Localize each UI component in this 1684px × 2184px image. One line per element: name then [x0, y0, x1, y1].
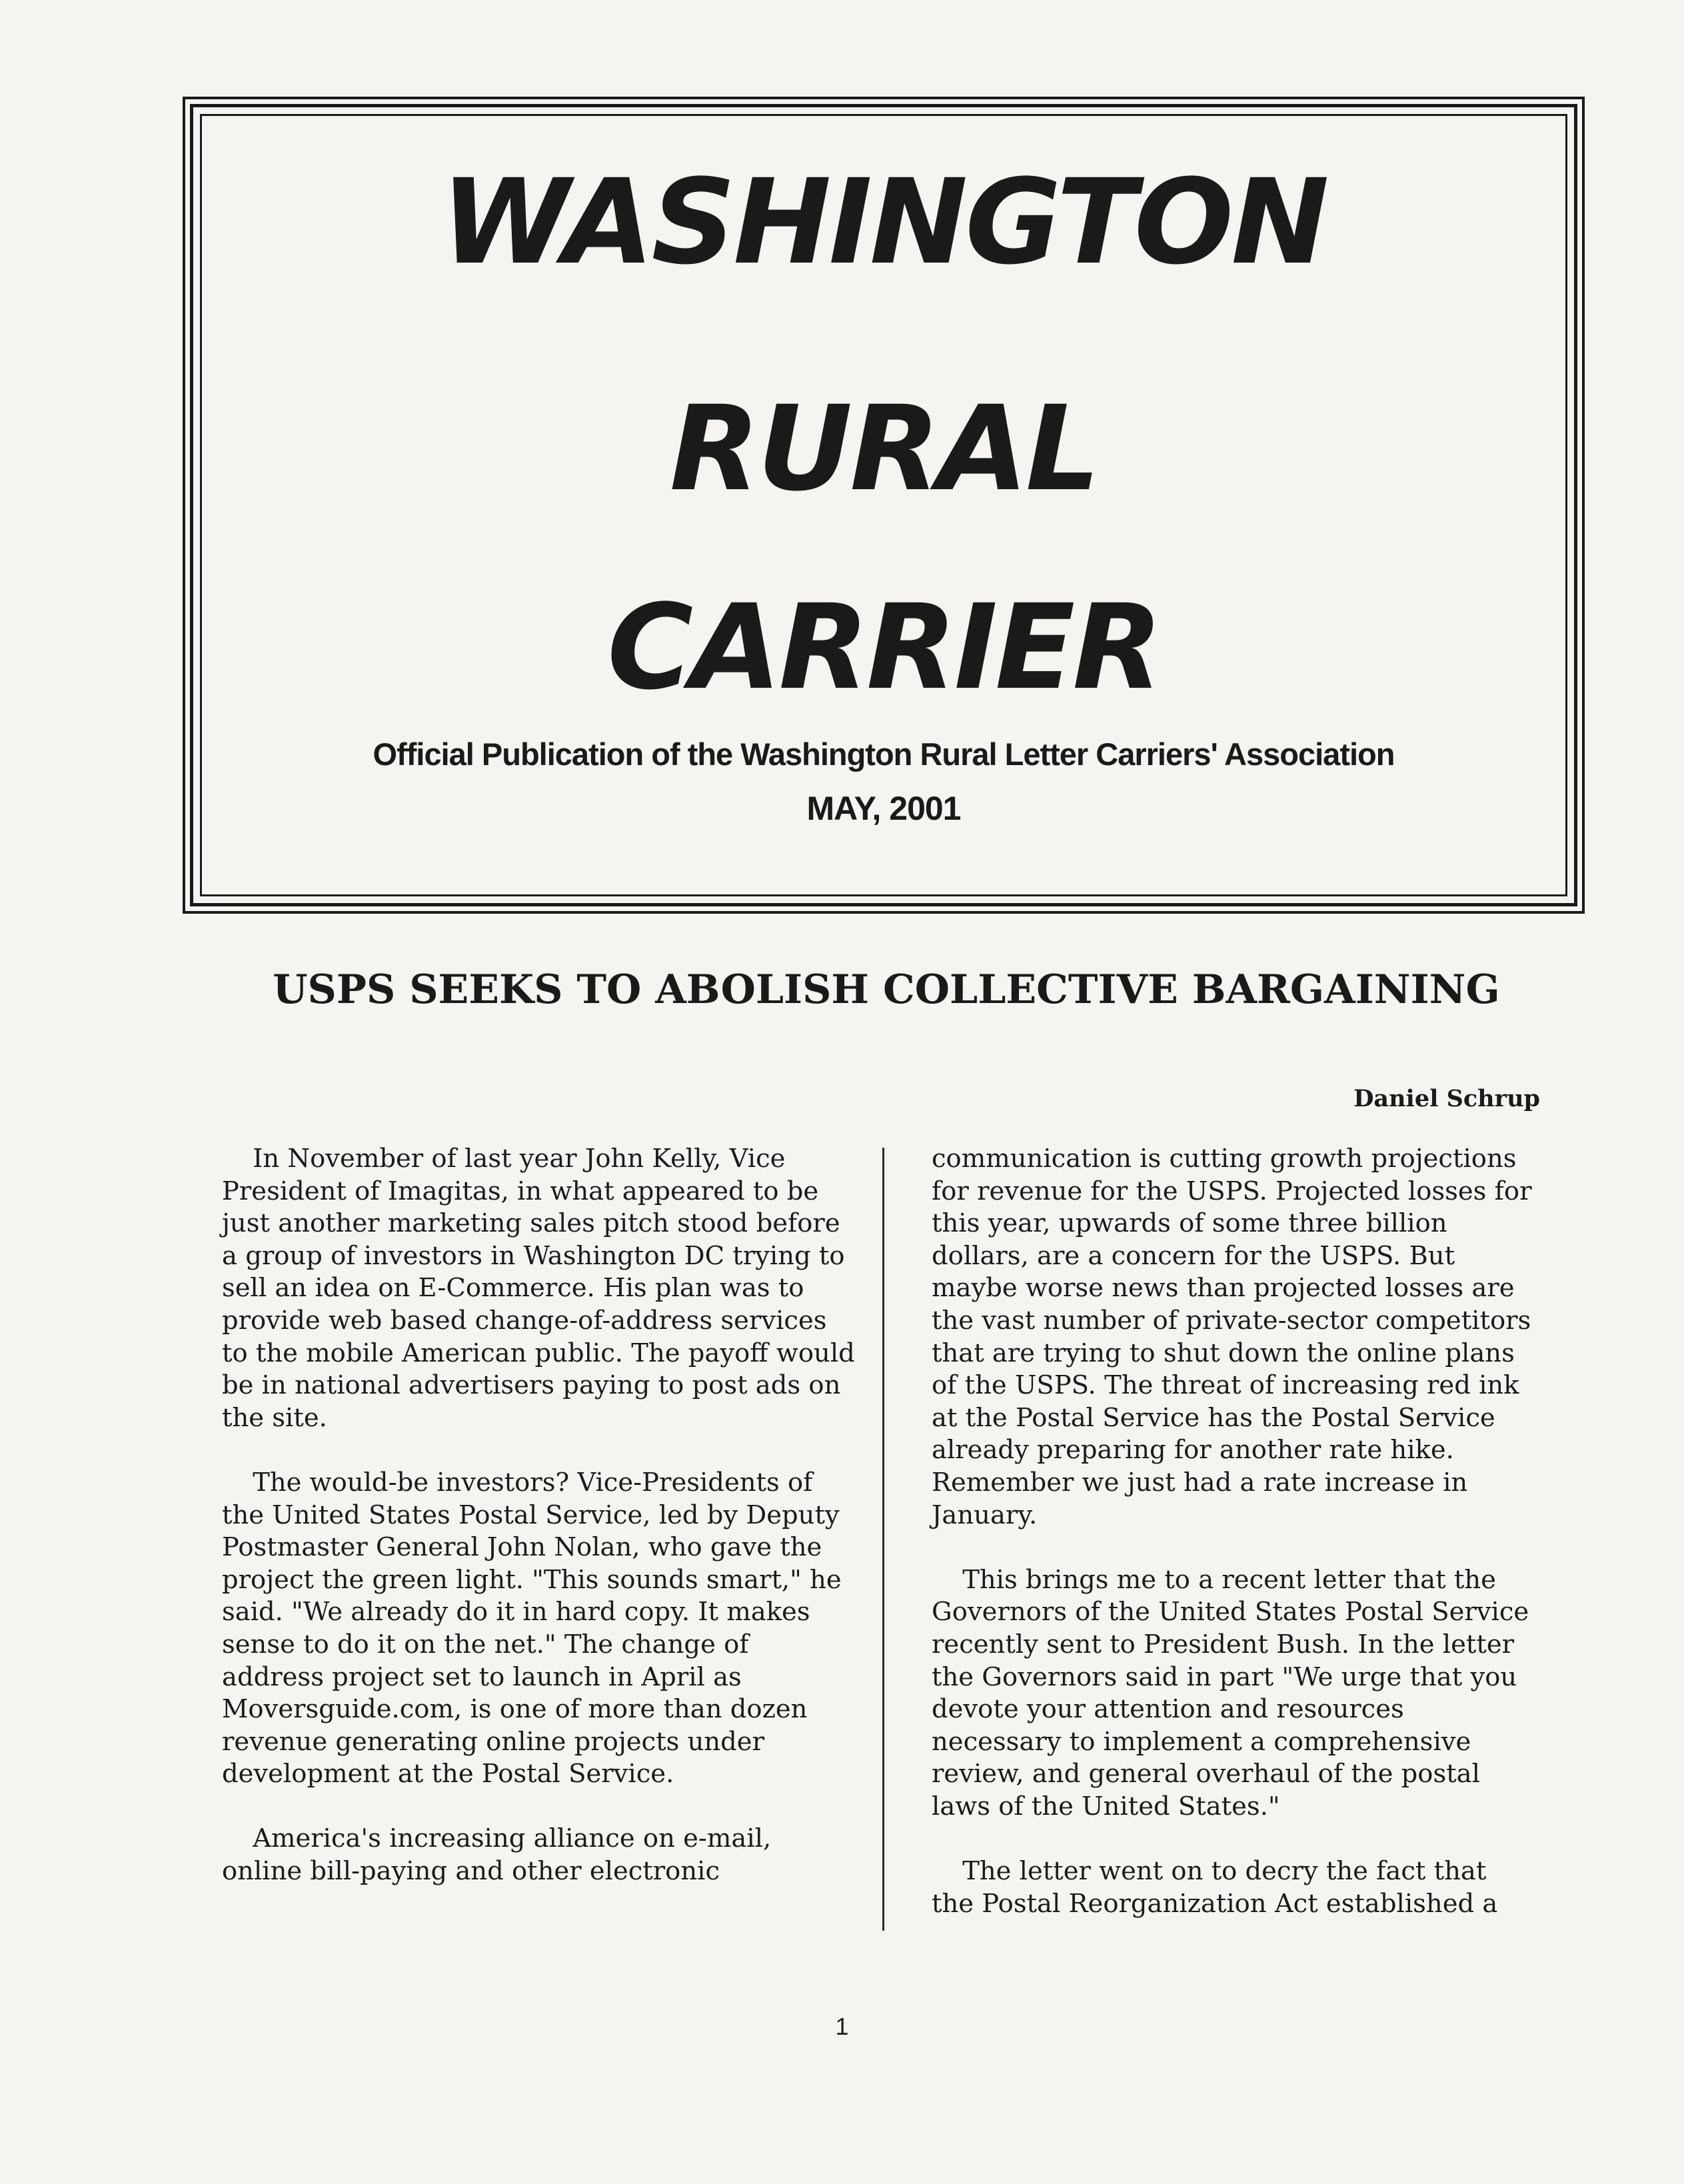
- column-divider: [882, 1148, 884, 1931]
- masthead-title-rural: RURAL: [669, 381, 1098, 517]
- masthead-title-carrier: CARRIER: [607, 579, 1160, 716]
- masthead-subtitle: Official Publication of the Washington Rural Letter Carriers' Association: [373, 736, 1395, 772]
- article-paragraph: communication is cutting growth projections for revenue for the USPS. Projected losses for this year, upwards of some three billion dollars, are a concern for the USPS. But maybe worse news than projected losses are the vast number of private-sector competitors that are trying to shut down the online plans of the USPS. The threat of increasing red ink at the Postal Service has the Postal Service already preparing for another rate hike. Remember we just had a rate increase in January.: [932, 1144, 1532, 1530]
- article-paragraph: America's increasing alliance on e-mail, online bill-paying and other electronic: [222, 1823, 772, 1887]
- article-column-right: [932, 1143, 1535, 1953]
- article-paragraph: This brings me to a recent letter that the Governors of the United States Postal Service recently sent to President Bush. In the letter the Governors said in part "We urge that you devote your attention and resources necessary to implement a comprehensive review, and general overhaul of the postal laws of the United States.": [932, 1564, 1529, 1821]
- masthead-title-washington: WASHINGTON: [440, 154, 1327, 291]
- page-number: 1: [835, 2013, 849, 2040]
- masthead-frame: [183, 97, 1585, 914]
- article-paragraph: The letter went on to decry the fact that the Postal Reorganization Act established a: [932, 1856, 1498, 1919]
- article-column-left: [222, 1143, 855, 1920]
- article-byline: Daniel Schrup: [1353, 1085, 1540, 1112]
- article-paragraph: In November of last year John Kelly, Vice President of Imagitas, in what appeared to be just another marketing sales pitch stood before a group of investors in Washington DC trying to sell an idea on E-Commerce. His plan was to provide web based change-of-address services to the mobile American public. The payoff would be in national advertisers paying to post ads on the site.: [222, 1144, 855, 1433]
- article-paragraph: The would-be investors? Vice-Presidents of the United States Postal Service, led by Deputy Postmaster General John Nolan, who gave the project the green light. "This sounds smart," he said. "We already do it in hard copy. It makes sense to do it on the net." The change of address project set to launch in April as Moversguide.com, is one of more than dozen revenue generating online projects under development at the Postal Service.: [222, 1467, 842, 1789]
- article-headline: USPS SEEKS TO ABOLISH COLLECTIVE BARGAINING: [273, 966, 1500, 1013]
- issue-date: MAY, 2001: [806, 790, 961, 827]
